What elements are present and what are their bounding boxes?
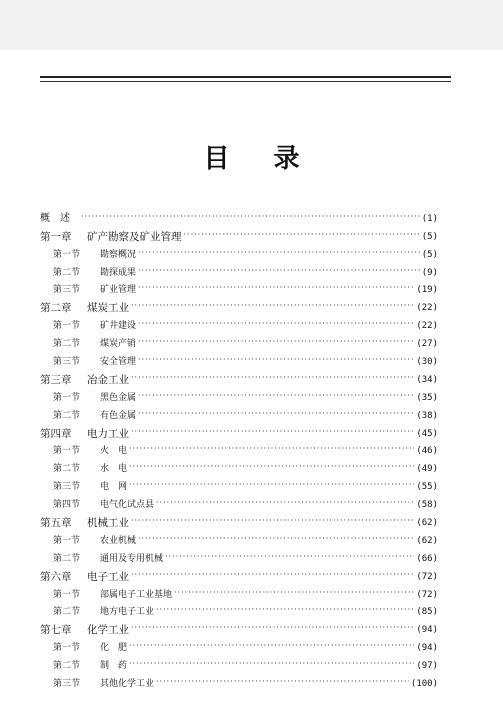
toc-entry-number: 第一节	[53, 321, 81, 332]
toc-entry-section[interactable]	[40, 314, 438, 332]
toc-entry-label	[53, 249, 136, 261]
toc-entry-label	[53, 463, 127, 475]
toc-entry-title: 有色金属	[100, 410, 137, 421]
toc-entry-section[interactable]	[40, 654, 438, 672]
toc-entry-page: (9)	[421, 267, 438, 278]
leader-dots	[138, 265, 420, 277]
toc-entry-number: 第三节	[53, 679, 81, 690]
header-rule-thick	[40, 76, 451, 78]
toc-entry-page: (1)	[421, 213, 438, 224]
toc-entry-title: 矿业管理	[100, 285, 137, 296]
toc-entry-label	[40, 428, 129, 440]
toc-entry-title: 电子工业	[87, 570, 129, 583]
toc-entry-page: (85)	[416, 607, 438, 618]
toc-entry-section[interactable]	[40, 350, 438, 368]
toc-entry-page: (62)	[416, 518, 438, 529]
toc-entry-title: 矿井建设	[100, 321, 137, 332]
table-of-contents	[40, 207, 438, 690]
leader-dots	[129, 640, 414, 652]
toc-entry-section[interactable]	[40, 636, 438, 654]
toc-entry-title: 煤炭工业	[87, 302, 129, 315]
toc-entry-number: 第一节	[53, 535, 81, 546]
toc-entry-section[interactable]	[40, 672, 438, 690]
toc-entry-label	[53, 267, 136, 279]
leader-dots	[156, 604, 414, 616]
toc-entry-number: 第一节	[53, 392, 81, 403]
leader-dots	[131, 569, 414, 581]
leader-dots	[165, 551, 414, 563]
toc-entry-label	[53, 499, 154, 511]
toc-entry-section[interactable]	[40, 386, 438, 404]
page-title-char-2: 录	[273, 144, 300, 174]
toc-entry-number: 第一节	[53, 249, 81, 260]
toc-entry-label	[53, 481, 127, 493]
toc-entry-page: (100)	[410, 679, 438, 690]
toc-entry-number: 第四节	[53, 500, 81, 511]
toc-entry-number: 第二节	[53, 267, 81, 278]
toc-entry-section[interactable]	[40, 440, 438, 458]
toc-entry-section[interactable]	[40, 279, 438, 297]
toc-entry-title: 机械工业	[87, 517, 129, 530]
toc-entry-number: 第三节	[53, 357, 81, 368]
page-top-margin	[0, 0, 503, 50]
leader-dots	[138, 318, 414, 330]
toc-entry-number: 第七章	[40, 624, 72, 637]
toc-entry-page: (94)	[416, 625, 438, 636]
toc-entry-page: (72)	[416, 589, 438, 600]
toc-entry-label	[53, 445, 127, 457]
toc-entry-page: (97)	[416, 661, 438, 672]
toc-entry-page: (19)	[416, 285, 438, 296]
toc-entry-label	[40, 517, 129, 529]
toc-entry-page: (49)	[416, 464, 438, 475]
toc-entry-chapter[interactable]	[40, 511, 438, 529]
toc-entry-title: 电 网	[100, 482, 128, 493]
toc-entry-title: 黑色金属	[100, 392, 137, 403]
leader-dots	[131, 426, 414, 438]
toc-entry-number: 概 述	[40, 212, 70, 224]
toc-entry-title: 制 药	[100, 661, 128, 672]
toc-entry-section[interactable]	[40, 332, 438, 350]
toc-entry-page: (27)	[416, 339, 438, 350]
toc-entry-label	[53, 338, 136, 350]
toc-entry-number: 第一章	[40, 230, 72, 243]
toc-entry-section[interactable]	[40, 404, 438, 422]
toc-entry-page: (46)	[416, 446, 438, 457]
toc-entry-label	[53, 660, 127, 672]
toc-entry-title: 冶金工业	[87, 373, 129, 386]
toc-entry-page: (22)	[416, 321, 438, 332]
leader-dots	[174, 587, 414, 599]
toc-entry-number: 第三章	[40, 373, 72, 386]
toc-entry-section[interactable]	[40, 261, 438, 279]
toc-entry-page: (55)	[416, 482, 438, 493]
toc-entry-label	[53, 535, 136, 547]
toc-entry-section[interactable]	[40, 529, 438, 547]
leader-dots	[138, 247, 420, 259]
toc-entry-section[interactable]	[40, 243, 438, 261]
leader-dots	[81, 211, 420, 223]
toc-entry-label	[53, 642, 127, 654]
toc-entry-label	[53, 678, 154, 690]
leader-dots	[131, 300, 414, 312]
toc-entry-label	[53, 284, 136, 296]
toc-entry-page: (38)	[416, 410, 438, 421]
leader-dots	[129, 443, 414, 455]
toc-entry-page: (30)	[416, 357, 438, 368]
toc-entry-label	[53, 356, 136, 368]
toc-entry-title: 水 电	[100, 464, 128, 475]
toc-entry-number: 第二节	[53, 464, 81, 475]
leader-dots	[129, 461, 414, 473]
toc-entry-title: 化 肥	[100, 643, 128, 654]
toc-entry-section[interactable]	[40, 547, 438, 565]
toc-entry-label	[40, 231, 182, 243]
leader-dots	[156, 497, 414, 509]
toc-entry-number: 第二节	[53, 410, 81, 421]
toc-entry-title: 矿产勘察及矿业管理	[87, 230, 182, 243]
toc-entry-title: 勘探成果	[100, 267, 137, 278]
toc-entry-label	[40, 302, 129, 314]
leader-dots	[184, 229, 420, 241]
toc-entry-title: 通用及专用机械	[100, 553, 164, 564]
toc-entry-page: (22)	[416, 303, 438, 314]
toc-entry-title: 安全管理	[100, 357, 137, 368]
toc-entry-section[interactable]	[40, 601, 438, 619]
toc-entry-label	[53, 392, 136, 404]
toc-entry-page: (5)	[421, 249, 438, 260]
toc-entry-page: (34)	[416, 374, 438, 385]
toc-entry-chapter[interactable]	[40, 368, 438, 386]
toc-entry-number: 第三节	[53, 285, 81, 296]
page-title	[0, 138, 503, 175]
toc-entry-page: (62)	[416, 535, 438, 546]
toc-entry-page: (94)	[416, 643, 438, 654]
toc-entry-title: 化学工业	[87, 624, 129, 637]
leader-dots	[129, 658, 414, 670]
toc-entry-title: 电力工业	[87, 427, 129, 440]
toc-entry-number: 第二章	[40, 302, 72, 315]
page-title-char-1: 目	[203, 144, 230, 174]
toc-entry-title: 煤炭产销	[100, 339, 137, 350]
toc-entry-section[interactable]	[40, 475, 438, 493]
toc-entry-chapter[interactable]	[40, 225, 438, 243]
toc-entry-page: (72)	[416, 571, 438, 582]
toc-entry-label	[53, 320, 136, 332]
toc-entry-number: 第一节	[53, 643, 81, 654]
leader-dots	[138, 390, 414, 402]
leader-dots	[138, 354, 414, 366]
toc-entry-title: 电气化试点县	[100, 500, 155, 511]
toc-entry-number: 第六章	[40, 570, 72, 583]
toc-entry-number: 第二节	[53, 607, 81, 618]
leader-dots	[138, 533, 414, 545]
leader-dots	[138, 336, 414, 348]
toc-entry-chapter[interactable]	[40, 422, 438, 440]
toc-entry-label	[53, 553, 163, 565]
toc-entry-number: 第三节	[53, 482, 81, 493]
toc-entry-page: (35)	[416, 392, 438, 403]
toc-entry-number: 第二节	[53, 661, 81, 672]
toc-entry-title: 地方电子工业	[100, 607, 155, 618]
toc-entry-label	[40, 571, 129, 583]
toc-entry-number: 第四章	[40, 427, 72, 440]
leader-dots	[131, 515, 414, 527]
toc-entry-label	[40, 213, 79, 225]
header-rule-thin	[40, 81, 451, 82]
toc-entry-page: (45)	[416, 428, 438, 439]
toc-entry-chapter[interactable]	[40, 618, 438, 636]
toc-entry-label	[40, 624, 129, 636]
toc-entry-title: 部属电子工业基地	[100, 589, 173, 600]
toc-entry-label	[53, 410, 136, 422]
leader-dots	[138, 282, 414, 294]
toc-entry-number: 第二节	[53, 553, 81, 564]
toc-entry-section[interactable]	[40, 493, 438, 511]
toc-entry-number: 第一节	[53, 589, 81, 600]
toc-entry-overview[interactable]	[40, 207, 438, 225]
toc-entry-page: (5)	[421, 231, 438, 242]
toc-entry-title: 其他化学工业	[100, 679, 155, 690]
toc-entry-label	[53, 606, 154, 618]
toc-entry-chapter[interactable]	[40, 296, 438, 314]
leader-dots	[129, 479, 414, 491]
toc-entry-section[interactable]	[40, 457, 438, 475]
toc-entry-number: 第一节	[53, 446, 81, 457]
toc-entry-label	[53, 589, 172, 601]
leader-dots	[131, 372, 414, 384]
toc-entry-chapter[interactable]	[40, 565, 438, 583]
leader-dots	[156, 676, 409, 688]
leader-dots	[131, 622, 414, 634]
toc-entry-number: 第五章	[40, 517, 72, 530]
toc-entry-title: 勘察概况	[100, 249, 137, 260]
toc-entry-section[interactable]	[40, 583, 438, 601]
leader-dots	[138, 408, 414, 420]
toc-entry-page: (58)	[416, 500, 438, 511]
toc-entry-number: 第二节	[53, 339, 81, 350]
toc-entry-label	[40, 374, 129, 386]
toc-entry-title: 火 电	[100, 446, 128, 457]
toc-entry-page: (66)	[416, 553, 438, 564]
toc-entry-title: 农业机械	[100, 535, 137, 546]
